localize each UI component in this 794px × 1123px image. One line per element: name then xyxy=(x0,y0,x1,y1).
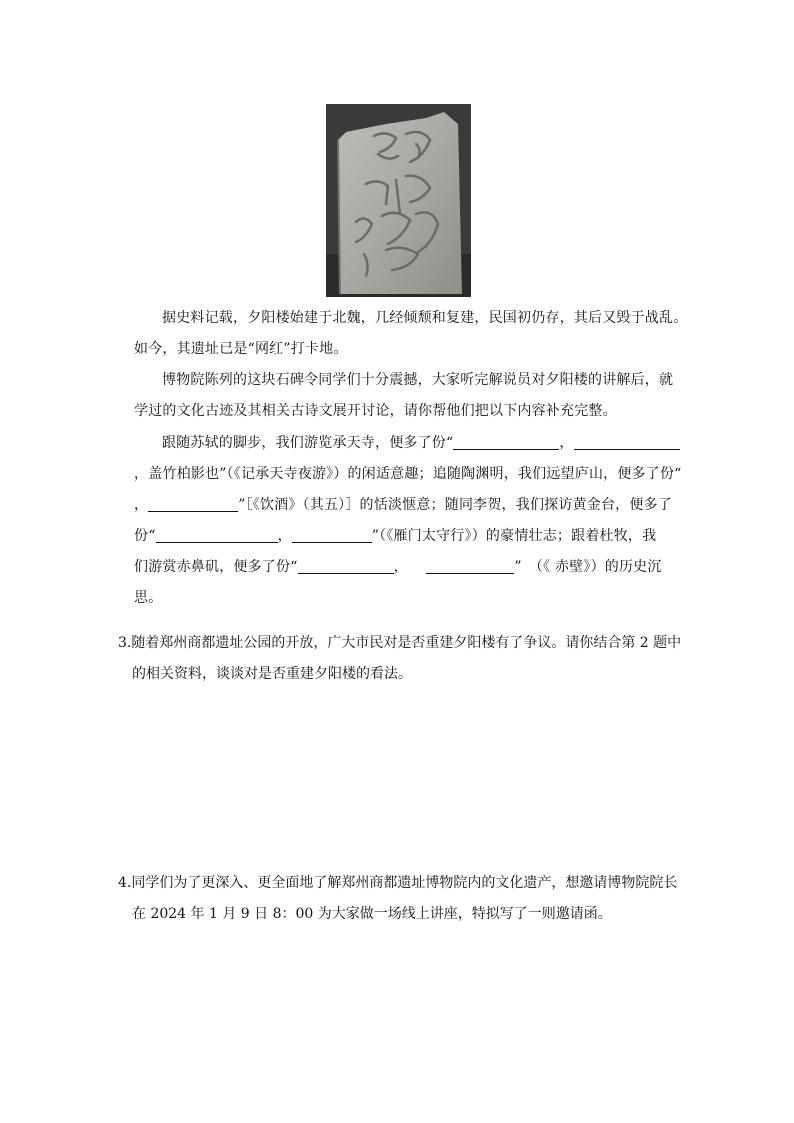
fill-blank-line xyxy=(134,521,674,552)
passage-line: 据史料记载，夕阳楼始建于北魏，几经倾颓和复建，民国初仍存，其后又毁于战乱。 xyxy=(162,310,688,326)
answer-blank[interactable] xyxy=(292,526,372,543)
fill-blank-line xyxy=(134,459,682,490)
question-3 xyxy=(118,628,682,690)
passage-text: ， xyxy=(393,559,408,575)
answer-blank[interactable] xyxy=(574,433,680,450)
passage-text: ”（《雁门太守行》）的豪情壮志；跟着杜牧，我 xyxy=(371,528,657,544)
passage-text: 份“ xyxy=(134,528,156,544)
passage-line: 博物院陈列的这块石碑令同学们十分震撼，大家听完解说员对夕阳楼的讲解后，就 xyxy=(162,372,674,388)
passage-text: 们游赏赤鼻矶，便多了份“ xyxy=(134,559,298,575)
passage-line: 学过的文化古迹及其相关古诗文展开讨论，请你帮他们把以下内容补充完整。 xyxy=(134,403,617,419)
answer-blank[interactable] xyxy=(156,526,278,543)
question-text: 在 2024 年 1 月 9 日 8：00 为大家做一场线上讲座，特拟写了一则邀请函。 xyxy=(132,906,612,922)
passage-text: 跟随苏轼的脚步，我们游览承天寺，便多了份“ xyxy=(162,435,454,451)
answer-blank[interactable] xyxy=(298,557,394,574)
passage-text: ” （《 赤壁》）的历史沉 xyxy=(514,559,662,575)
answer-blank[interactable] xyxy=(148,495,238,512)
passage-paragraph-2 xyxy=(134,365,674,427)
question-4 xyxy=(118,868,678,930)
answer-blank[interactable] xyxy=(453,433,559,450)
passage-text: ，盖竹柏影也”（《记承天寺夜游》）的闲适意趣；追随陶渊明，我们远望庐山，便多了份“ xyxy=(134,466,682,482)
passage-text: ， xyxy=(559,435,574,451)
question-text: 4.同学们为了更深入、更全面地了解郑州商都遗址博物院内的文化遗产，想邀请博物院院长 xyxy=(118,875,678,891)
passage-line: 如今，其遗址已是“网红”打卡地。 xyxy=(134,341,348,357)
question-text: 3.随着郑州商都遗址公园的开放，广大市民对是否重建夕阳楼有了争议。请你结合第 2 题中 xyxy=(118,635,682,651)
passage-text: ， xyxy=(277,528,292,544)
stele-image-icon xyxy=(326,104,471,297)
answer-blank[interactable] xyxy=(426,557,514,574)
passage-text: ”［《饮酒》（其五）］的恬淡惬意；随同李贺，我们探访黄金台，便多了 xyxy=(238,497,672,513)
fill-blank-line xyxy=(134,428,674,459)
passage-paragraph-1 xyxy=(134,303,688,365)
passage-text: ， xyxy=(134,497,149,513)
question-text: 的相关资料，谈谈对是否重建夕阳楼的看法。 xyxy=(132,666,412,682)
fill-blank-line xyxy=(134,552,674,583)
stone-stele-photo xyxy=(326,104,471,297)
passage-line: 思。 xyxy=(134,590,163,606)
fill-blank-line xyxy=(134,490,674,521)
passage-paragraph-3 xyxy=(134,428,682,614)
